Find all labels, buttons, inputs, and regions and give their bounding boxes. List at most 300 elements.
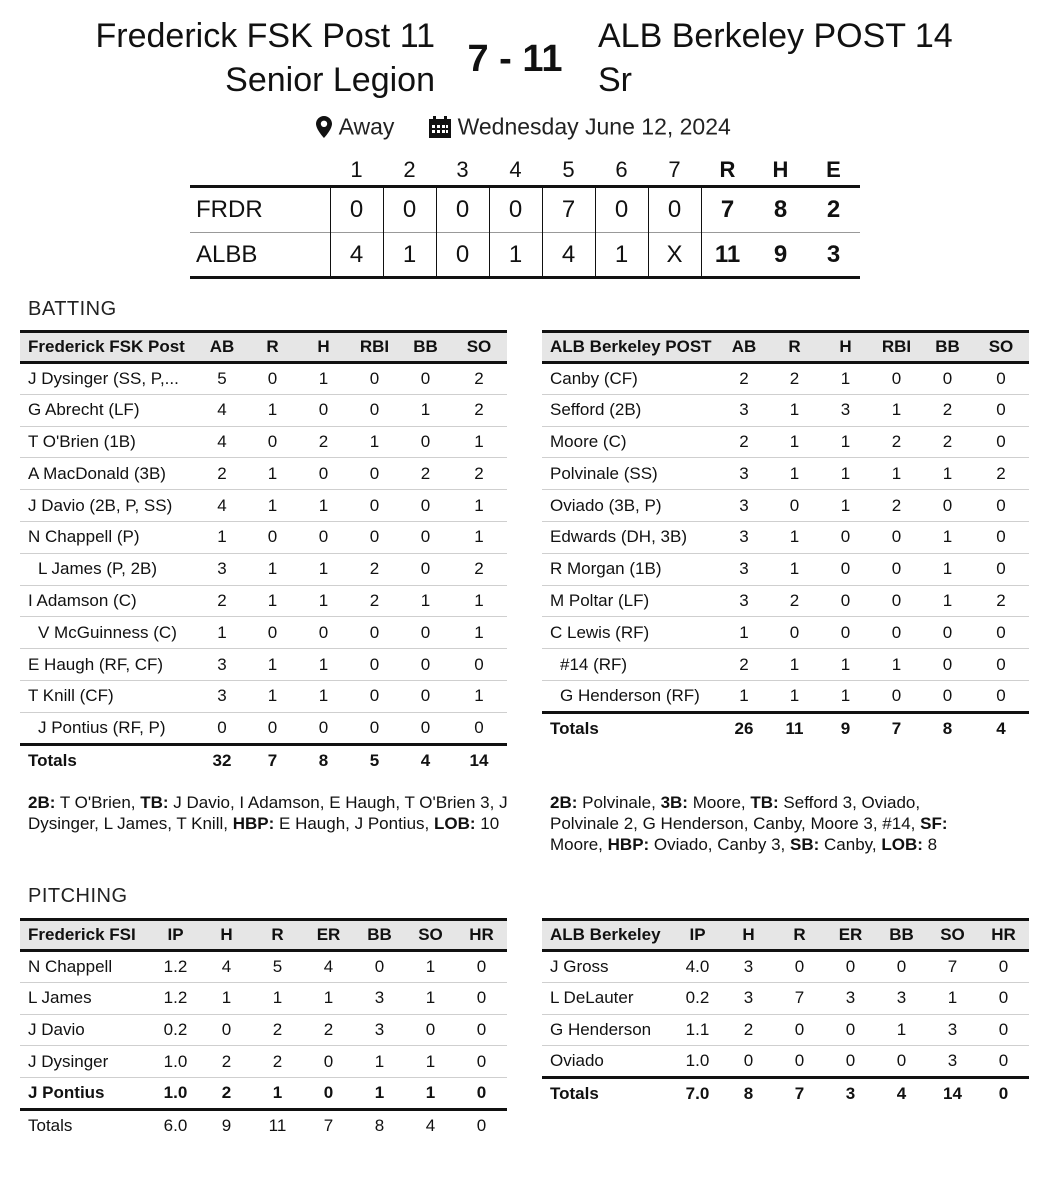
stat-cell: 2 xyxy=(871,426,922,458)
stat-cell: 3 xyxy=(719,394,769,426)
totals-row xyxy=(20,744,507,776)
stat-cell: 0 xyxy=(201,1014,252,1046)
stat-cell: 0 xyxy=(973,490,1029,522)
table-header-row xyxy=(542,920,1029,951)
line-score-body xyxy=(190,185,860,279)
totals-label: Totals xyxy=(542,1078,672,1110)
stat-cell: 0.2 xyxy=(672,982,723,1014)
stat-cell: 1 xyxy=(252,982,303,1014)
stat-cell: 0 xyxy=(247,712,298,744)
stat-cell: 2 xyxy=(201,1046,252,1078)
pitcher-name: J Gross xyxy=(542,951,672,983)
player-name: J Davio (2B, P, SS) xyxy=(20,490,197,522)
player-row xyxy=(20,521,507,553)
stat-cell: 0 xyxy=(400,426,451,458)
player-row xyxy=(20,617,507,649)
column-header: ALB Berkeley POST xyxy=(542,332,719,363)
pitcher-row xyxy=(20,1014,507,1046)
note-label: SF: xyxy=(920,814,948,833)
stat-cell: 0 xyxy=(820,585,871,617)
column-header: AB xyxy=(197,332,247,363)
column-header: HR xyxy=(456,920,507,951)
inning-score: 1 xyxy=(614,240,629,268)
note-label: LOB: xyxy=(433,814,476,833)
stat-cell: 0 xyxy=(820,617,871,649)
inning-header: 7 xyxy=(668,157,681,182)
player-name: R Morgan (1B) xyxy=(542,553,719,585)
total-cell: 4 xyxy=(973,712,1029,744)
note-label: TB: xyxy=(140,793,169,812)
stat-cell: 2 xyxy=(451,553,507,585)
stat-cell: 1 xyxy=(769,458,820,490)
player-name: T O'Brien (1B) xyxy=(20,426,197,458)
pitcher-row xyxy=(542,1046,1029,1078)
note-label: 2B: xyxy=(28,793,56,812)
stat-cell: 2 xyxy=(197,585,247,617)
note-label: SB: xyxy=(790,835,820,854)
stat-cell: 0 xyxy=(247,617,298,649)
stat-cell: 4 xyxy=(197,490,247,522)
stat-cell: 0 xyxy=(456,1046,507,1078)
stat-cell: 1 xyxy=(451,680,507,712)
stat-cell: 0 xyxy=(871,585,922,617)
player-name: E Haugh (RF, CF) xyxy=(20,649,197,681)
stat-cell: 0 xyxy=(820,521,871,553)
player-name: J Dysinger (SS, P,... xyxy=(20,363,197,395)
stat-cell: 0 xyxy=(400,490,451,522)
stat-cell: 1 xyxy=(247,585,298,617)
stat-cell: 0 xyxy=(973,680,1029,712)
player-name: M Poltar (LF) xyxy=(542,585,719,617)
stat-cell: 1 xyxy=(349,426,400,458)
line-score-team: FRDR xyxy=(196,196,263,223)
stat-cell: 0 xyxy=(774,951,825,983)
total-cell: 4 xyxy=(876,1078,927,1110)
stat-cell: 3 xyxy=(197,553,247,585)
total-cell: 3 xyxy=(825,1078,876,1110)
stat-cell: 2 xyxy=(252,1014,303,1046)
stat-cell: 1 xyxy=(400,394,451,426)
stat-cell: 0 xyxy=(922,490,973,522)
stat-cell: 0 xyxy=(871,553,922,585)
stat-cell: 0 xyxy=(400,649,451,681)
stat-cell: 2 xyxy=(252,1046,303,1078)
stat-cell: 1 xyxy=(405,951,456,983)
inning-header: 1 xyxy=(350,157,363,182)
total-cell: 26 xyxy=(719,712,769,744)
stat-cell: 1 xyxy=(247,394,298,426)
pitcher-row xyxy=(20,951,507,983)
stat-cell: 0 xyxy=(825,951,876,983)
player-name: Edwards (DH, 3B) xyxy=(542,521,719,553)
stat-cell: 0 xyxy=(451,712,507,744)
total-cell: 8 xyxy=(354,1109,405,1141)
column-header: H xyxy=(298,332,349,363)
stat-cell: 1 xyxy=(451,585,507,617)
away-team-line2: Sr xyxy=(598,61,632,99)
stat-cell: 0 xyxy=(400,553,451,585)
stat-cell: 0 xyxy=(349,649,400,681)
inning-header: 2 xyxy=(403,157,416,182)
runs-header: R xyxy=(719,157,736,182)
home-pitching-table xyxy=(20,918,507,1141)
note-text: J Davio, I Adamson, E Haugh, T O'Brien 3, J Dysinger, L James, T Knill, xyxy=(28,793,508,833)
stat-cell: 0 xyxy=(349,521,400,553)
stat-cell: 0 xyxy=(973,617,1029,649)
table-header-row xyxy=(20,920,507,951)
hits-total: 8 xyxy=(773,196,788,223)
stat-cell: 4 xyxy=(197,426,247,458)
stat-cell: 1 xyxy=(769,394,820,426)
stat-cell: 1 xyxy=(405,1078,456,1110)
column-header: SO xyxy=(927,920,978,951)
stat-cell: 0 xyxy=(922,680,973,712)
player-row xyxy=(542,649,1029,681)
column-header: BB xyxy=(400,332,451,363)
inning-score: 0 xyxy=(614,196,629,223)
total-cell: 7 xyxy=(247,744,298,776)
stat-cell: 7 xyxy=(774,982,825,1014)
stat-cell: 3 xyxy=(354,982,405,1014)
note-text: T O'Brien, xyxy=(55,793,141,812)
total-cell: 5 xyxy=(349,744,400,776)
stat-cell: 0 xyxy=(400,617,451,649)
stat-cell: 2 xyxy=(922,426,973,458)
stat-cell: 1 xyxy=(769,680,820,712)
inning-score: X xyxy=(666,240,683,268)
stat-cell: 2 xyxy=(719,426,769,458)
stat-cell: 1 xyxy=(451,490,507,522)
stat-cell: 2 xyxy=(723,1014,774,1046)
player-row xyxy=(542,426,1029,458)
player-name: N Chappell (P) xyxy=(20,521,197,553)
inning-score: 0 xyxy=(455,196,470,223)
stat-cell: 0 xyxy=(400,680,451,712)
stat-cell: 1 xyxy=(298,585,349,617)
player-row xyxy=(542,585,1029,617)
stat-cell: 1 xyxy=(922,521,973,553)
pitcher-row xyxy=(542,1014,1029,1046)
stat-cell: 1 xyxy=(769,426,820,458)
column-header: HR xyxy=(978,920,1029,951)
inning-score: 4 xyxy=(561,240,576,268)
pitcher-row xyxy=(542,982,1029,1014)
away-team-line1: ALB Berkeley POST 14 xyxy=(598,17,953,55)
stat-cell: 0 xyxy=(298,521,349,553)
column-header: BB xyxy=(876,920,927,951)
location-pin-icon xyxy=(316,116,332,138)
player-row xyxy=(542,680,1029,712)
stat-cell: 4 xyxy=(197,394,247,426)
stat-cell: 4.0 xyxy=(672,951,723,983)
pitcher-name: Oviado xyxy=(542,1046,672,1078)
stat-cell: 1 xyxy=(820,490,871,522)
location-label: Away xyxy=(338,113,395,140)
column-header: R xyxy=(769,332,820,363)
stat-cell: 7 xyxy=(927,951,978,983)
stat-cell: 0 xyxy=(774,1046,825,1078)
player-name: V McGuinness (C) xyxy=(20,617,197,649)
player-name: C Lewis (RF) xyxy=(542,617,719,649)
player-row xyxy=(542,490,1029,522)
totals-row xyxy=(542,712,1029,744)
stat-cell: 1 xyxy=(247,553,298,585)
stat-cell: 0 xyxy=(349,394,400,426)
note-label: TB: xyxy=(750,793,779,812)
stat-cell: 0 xyxy=(973,521,1029,553)
stat-cell: 2 xyxy=(451,394,507,426)
note-label: 3B: xyxy=(660,793,688,812)
player-name: J Pontius (RF, P) xyxy=(20,712,197,744)
stat-cell: 2 xyxy=(298,426,349,458)
stat-cell: 3 xyxy=(927,1014,978,1046)
stat-cell: 0.2 xyxy=(150,1014,201,1046)
inning-score: 0 xyxy=(402,196,417,223)
player-row xyxy=(20,553,507,585)
total-cell: 0 xyxy=(456,1109,507,1141)
player-row xyxy=(20,712,507,744)
stat-cell: 2 xyxy=(973,458,1029,490)
column-header: IP xyxy=(150,920,201,951)
stat-cell: 0 xyxy=(456,1014,507,1046)
player-row xyxy=(542,458,1029,490)
player-row xyxy=(20,363,507,395)
stat-cell: 0 xyxy=(825,1046,876,1078)
stat-cell: 1 xyxy=(197,617,247,649)
stat-cell: 0 xyxy=(349,363,400,395)
total-cell: 4 xyxy=(400,744,451,776)
stat-cell: 1 xyxy=(820,649,871,681)
pitcher-name: J Davio xyxy=(20,1014,150,1046)
stat-cell: 0 xyxy=(349,458,400,490)
stat-cell: 3 xyxy=(723,982,774,1014)
note-label: 2B: xyxy=(550,793,578,812)
home-batting-notes xyxy=(28,792,508,834)
stat-cell: 0 xyxy=(298,712,349,744)
player-row xyxy=(20,680,507,712)
stat-cell: 1 xyxy=(922,458,973,490)
stat-cell: 1 xyxy=(247,490,298,522)
game-meta xyxy=(0,112,1047,140)
runs-total: 7 xyxy=(720,196,735,223)
errors-header: E xyxy=(826,157,841,182)
stat-cell: 1 xyxy=(298,680,349,712)
inning-header: 5 xyxy=(562,157,575,182)
stat-cell: 1 xyxy=(197,521,247,553)
stat-cell: 0 xyxy=(769,490,820,522)
note-label: LOB: xyxy=(881,835,923,854)
stat-cell: 1 xyxy=(405,1046,456,1078)
stat-cell: 0 xyxy=(871,363,922,395)
home-team-line1: Frederick FSK Post 11 xyxy=(95,17,435,55)
note-text: 8 xyxy=(922,835,938,854)
home-batting-table xyxy=(20,330,507,776)
stat-cell: 1 xyxy=(769,521,820,553)
stat-cell: 1 xyxy=(298,553,349,585)
stat-cell: 0 xyxy=(973,649,1029,681)
stat-cell: 0 xyxy=(303,1078,354,1110)
stat-cell: 0 xyxy=(820,553,871,585)
stat-cell: 1 xyxy=(769,649,820,681)
line-score-header xyxy=(190,155,860,185)
away-team-name xyxy=(598,14,1018,102)
player-row xyxy=(542,394,1029,426)
stat-cell: 3 xyxy=(876,982,927,1014)
total-cell: 9 xyxy=(820,712,871,744)
total-cell: 7 xyxy=(303,1109,354,1141)
player-row xyxy=(20,426,507,458)
stat-cell: 1 xyxy=(820,680,871,712)
stat-cell: 0 xyxy=(349,680,400,712)
stat-cell: 0 xyxy=(973,553,1029,585)
hits-header: H xyxy=(772,157,789,182)
stat-cell: 0 xyxy=(197,712,247,744)
calendar-icon xyxy=(429,116,451,138)
total-cell: 7 xyxy=(774,1078,825,1110)
player-row xyxy=(542,363,1029,395)
stat-cell: 1 xyxy=(451,617,507,649)
player-name: I Adamson (C) xyxy=(20,585,197,617)
stat-cell: 3 xyxy=(719,490,769,522)
stat-cell: 0 xyxy=(400,712,451,744)
total-cell: 11 xyxy=(252,1109,303,1141)
inning-header: 3 xyxy=(456,157,469,182)
total-cell: 9 xyxy=(201,1109,252,1141)
stat-cell: 0 xyxy=(973,394,1029,426)
stat-cell: 1 xyxy=(247,680,298,712)
line-score-row xyxy=(190,188,860,232)
stat-cell: 0 xyxy=(349,712,400,744)
player-name: Sefford (2B) xyxy=(542,394,719,426)
player-name: G Abrecht (LF) xyxy=(20,394,197,426)
totals-row xyxy=(20,1109,507,1141)
player-row xyxy=(20,649,507,681)
total-cell: 6.0 xyxy=(150,1109,201,1141)
stat-cell: 0 xyxy=(876,1046,927,1078)
player-row xyxy=(20,394,507,426)
inning-score: 1 xyxy=(508,240,523,268)
line-score xyxy=(190,155,860,279)
stat-cell: 1 xyxy=(201,982,252,1014)
player-name: A MacDonald (3B) xyxy=(20,458,197,490)
stat-cell: 4 xyxy=(303,951,354,983)
errors-total: 3 xyxy=(826,240,841,268)
note-label: HBP: xyxy=(607,835,650,854)
stat-cell: 0 xyxy=(973,426,1029,458)
stat-cell: 0 xyxy=(774,1014,825,1046)
stat-cell: 2 xyxy=(769,363,820,395)
stat-cell: 3 xyxy=(197,680,247,712)
stat-cell: 0 xyxy=(303,1046,354,1078)
column-header: Frederick FSK Post xyxy=(20,332,197,363)
stat-cell: 0 xyxy=(400,521,451,553)
stat-cell: 1 xyxy=(927,982,978,1014)
stat-cell: 1 xyxy=(871,649,922,681)
stat-cell: 3 xyxy=(719,553,769,585)
stat-cell: 3 xyxy=(719,521,769,553)
pitcher-name: G Henderson xyxy=(542,1014,672,1046)
column-header: H xyxy=(820,332,871,363)
runs-total: 11 xyxy=(714,240,741,268)
stat-cell: 1 xyxy=(820,363,871,395)
total-cell: 14 xyxy=(451,744,507,776)
column-header: H xyxy=(723,920,774,951)
stat-cell: 1 xyxy=(876,1014,927,1046)
stat-cell: 1 xyxy=(354,1078,405,1110)
stat-cell: 1 xyxy=(298,649,349,681)
stat-cell: 2 xyxy=(451,458,507,490)
player-row xyxy=(542,553,1029,585)
column-header: H xyxy=(201,920,252,951)
stat-cell: 2 xyxy=(973,585,1029,617)
stat-cell: 1 xyxy=(820,458,871,490)
stat-cell: 1 xyxy=(871,458,922,490)
stat-cell: 3 xyxy=(825,982,876,1014)
stat-cell: 3 xyxy=(354,1014,405,1046)
stat-cell: 2 xyxy=(719,649,769,681)
player-name: Moore (C) xyxy=(542,426,719,458)
stat-cell: 1 xyxy=(298,490,349,522)
stat-cell: 1 xyxy=(769,553,820,585)
stat-cell: 1 xyxy=(820,426,871,458)
player-name: Canby (CF) xyxy=(542,363,719,395)
inning-header: 4 xyxy=(509,157,522,182)
inning-score: 0 xyxy=(667,196,682,223)
stat-cell: 2 xyxy=(922,394,973,426)
stat-cell: 0 xyxy=(978,951,1029,983)
note-text: Polvinale, xyxy=(577,793,661,812)
stat-cell: 0 xyxy=(973,363,1029,395)
stat-cell: 0 xyxy=(769,617,820,649)
column-header: IP xyxy=(672,920,723,951)
pitcher-row xyxy=(20,982,507,1014)
player-row xyxy=(20,458,507,490)
stat-cell: 1 xyxy=(252,1078,303,1110)
game-date: Wednesday June 12, 2024 xyxy=(457,113,731,140)
note-text: Canby, xyxy=(819,835,882,854)
stat-cell: 1 xyxy=(354,1046,405,1078)
note-text: 10 xyxy=(475,814,500,833)
stat-cell: 3 xyxy=(927,1046,978,1078)
stat-cell: 0 xyxy=(247,363,298,395)
total-cell: 4 xyxy=(405,1109,456,1141)
home-team-name xyxy=(40,14,435,102)
stat-cell: 0 xyxy=(871,521,922,553)
stat-cell: 2 xyxy=(349,553,400,585)
player-name: G Henderson (RF) xyxy=(542,680,719,712)
stat-cell: 5 xyxy=(197,363,247,395)
stat-cell: 0 xyxy=(456,951,507,983)
stat-cell: 0 xyxy=(349,490,400,522)
stat-cell: 1 xyxy=(451,521,507,553)
hits-total: 9 xyxy=(773,240,788,268)
player-row xyxy=(20,490,507,522)
note-label: HBP: xyxy=(232,814,275,833)
pitcher-row xyxy=(20,1078,507,1110)
column-header: BB xyxy=(922,332,973,363)
stat-cell: 0 xyxy=(922,649,973,681)
column-header: BB xyxy=(354,920,405,951)
inning-score: 0 xyxy=(349,196,364,223)
away-pitching-table xyxy=(542,918,1029,1109)
stat-cell: 2 xyxy=(400,458,451,490)
stat-cell: 3 xyxy=(723,951,774,983)
pitcher-name: L James xyxy=(20,982,150,1014)
inning-score: 0 xyxy=(508,196,523,223)
stat-cell: 0 xyxy=(247,521,298,553)
total-cell: 11 xyxy=(769,712,820,744)
column-header: R xyxy=(774,920,825,951)
